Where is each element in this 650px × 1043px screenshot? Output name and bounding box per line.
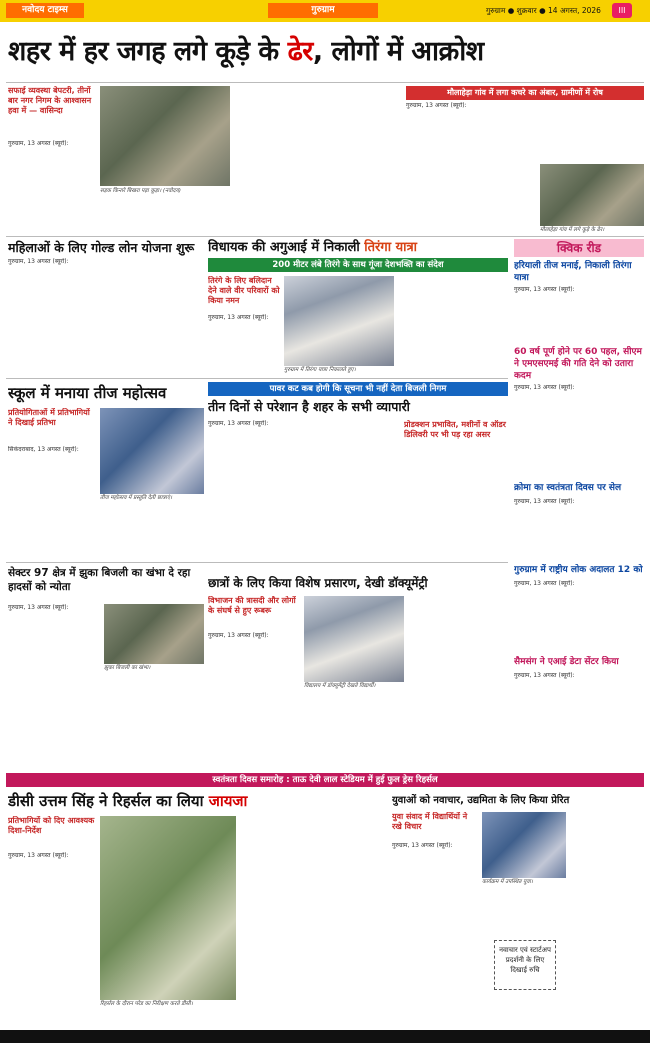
lead-text-col4 — [322, 86, 400, 232]
village-story-text2 — [406, 164, 534, 234]
quick-read-item-headline: गुरुग्राम में राष्ट्रीय लोक अदालत 12 को — [514, 565, 643, 575]
lead-photo — [100, 86, 230, 186]
lead-headline-highlight: ढेर — [287, 36, 313, 67]
quick-read-item-text — [514, 286, 644, 344]
women-story-text2 — [104, 258, 202, 374]
rehearsal-text3 — [314, 816, 386, 1026]
pole-text2 — [104, 674, 204, 764]
lead-headline — [8, 24, 644, 80]
divider — [6, 82, 644, 83]
teej-headline: स्कूल में मनाया तीज महोत्सव — [8, 384, 167, 402]
teej-dateline: सिकंदराबाद, 13 अगस्त (ब्यूरो): — [8, 446, 79, 453]
tiranga-photo-caption: गुरुग्राम में तिरंगा यात्रा निकालते हुए। — [284, 367, 356, 373]
youth-dateline: गुरुग्राम, 13 अगस्त (ब्यूरो): — [392, 842, 453, 849]
quick-read-item-headline: सैमसंग ने एआई डेटा सेंटर किया — [514, 657, 619, 667]
docu-text1 — [208, 632, 300, 764]
divider — [6, 236, 644, 237]
tiranga-text2 — [398, 276, 508, 374]
youth-text2 — [482, 896, 566, 936]
pole-photo — [104, 604, 204, 664]
quick-read-item-headline: 60 वर्ष पूर्ण होने पर 60 पहल, सीएम ने एमएसएमई की गति देने को उतारा कदम — [514, 347, 642, 381]
rehearsal-text2 — [240, 816, 310, 1026]
teej-sub: प्रतियोगिताओं में प्रतिभागियों ने दिखाई प्रतिभा — [8, 408, 90, 427]
rehearsal-sub: प्रतिभागियों को दिए आवश्यक दिशा-निर्देश — [8, 816, 95, 835]
quick-read-item-dateline: गुरुग्राम, 13 अगस्त (ब्यूरो): — [514, 286, 575, 293]
youth-photo — [482, 812, 566, 878]
village-photo — [540, 164, 644, 226]
village-story-text — [406, 102, 644, 162]
village-photo-caption: मौलाहेड़ा गांव में लगे कूड़े के ढेर। — [540, 227, 605, 233]
docu-text3 — [408, 596, 508, 764]
docu-photo — [304, 596, 404, 682]
docu-text2 — [304, 692, 404, 764]
quick-read-item-text — [514, 384, 644, 480]
quick-read-title: क्विक रीड — [514, 239, 644, 257]
youth-sub: युवा संवाद में विद्यार्थियों ने रखे विचार — [392, 812, 468, 831]
tiranga-dateline: गुरुग्राम, 13 अगस्त (ब्यूरो): — [208, 314, 269, 321]
power-bar: पावर कट कब होगी कि सूचना भी नहीं देता बिजली निगम — [208, 382, 508, 396]
quick-read-item-dateline: गुरुग्राम, 13 अगस्त (ब्यूरो): — [514, 580, 575, 587]
youth-headline: युवाओं को नवाचार, उद्यमिता के लिए किया प्रेरित — [392, 795, 570, 806]
lead-text-col1 — [8, 140, 94, 232]
women-story-text1 — [8, 258, 100, 374]
lead-text-col2 — [100, 198, 230, 232]
village-story-bar: मौलाहेड़ा गांव में लगा कचरे का अंबार, ग्रामीणों में रोष — [406, 86, 644, 100]
quick-read-item-text — [514, 498, 644, 562]
quick-read-item-dateline: गुरुग्राम, 13 अगस्त (ब्यूरो): — [514, 384, 575, 391]
rehearsal-photo-caption: रिहर्सल के दौरान परेड का निरीक्षण करते डीसी। — [100, 1001, 193, 1007]
rehearsal-bar: स्वतंत्रता दिवस समारोह : ताऊ देवी लाल स्टेडियम में हुई फुल ड्रेस रिहर्सल — [6, 773, 644, 787]
youth-photo-caption: कार्यक्रम में उपस्थित युवा। — [482, 879, 533, 885]
power-text2 — [304, 420, 398, 558]
pole-photo-caption: झुका बिजली का खंभा। — [104, 665, 151, 671]
docu-headline: छात्रों के लिए किया विशेष प्रसारण, देखी डॉक्यूमेंट्री — [208, 576, 428, 590]
power-text3 — [404, 456, 508, 558]
power-sub: प्रोडक्शन प्रभावित, मशीनों व ऑडर डिलिवरी पर भी पड़ रहा असर — [404, 420, 506, 439]
women-story-headline: महिलाओं के लिए गोल्ड लोन योजना शुरू — [8, 240, 195, 255]
power-dateline: गुरुग्राम, 13 अगस्त (ब्यूरो): — [208, 420, 269, 427]
teej-photo — [100, 408, 204, 494]
rehearsal-photo — [100, 816, 236, 1000]
power-headline: तीन दिनों से परेशान है शहर के सभी व्यापारी — [208, 399, 410, 414]
village-story-dateline: गुरुग्राम, 13 अगस्त (ब्यूरो): — [406, 102, 467, 109]
teej-text1 — [8, 446, 96, 558]
tiranga-text1 — [208, 314, 280, 374]
women-story-dateline: गुरुग्राम, 13 अगस्त (ब्यूरो): — [8, 258, 69, 265]
date-line: गुरुग्राम ● शुक्रवार ● 14 अगस्त, 2026 — [486, 6, 601, 15]
quick-read-item-dateline: गुरुग्राम, 13 अगस्त (ब्यूरो): — [514, 672, 575, 679]
divider — [6, 378, 508, 379]
paper-name: नवोदय टाइम्स — [6, 3, 84, 18]
rehearsal-headline-part1: डीसी उत्तम सिंह ने रिहर्सल का लिया — [8, 792, 209, 810]
lead-headline-part2: , लोगों में आक्रोश — [312, 36, 484, 67]
quick-read-item-text — [514, 580, 644, 654]
docu-sub: विभाजन की त्रासदी और लोगों के संघर्ष से हुए रूबरू — [208, 596, 296, 615]
footer-bar — [0, 1030, 650, 1043]
page-number: III — [612, 3, 632, 18]
pole-headline: सेक्टर 97 क्षेत्र में झुका बिजली का खंभा दे रहा हादसों को न्योता — [8, 567, 191, 593]
teej-text2 — [100, 504, 204, 558]
quick-read-item-headline: हरियाली तीज मनाई, निकाली तिरंगा यात्रा — [514, 261, 632, 283]
rehearsal-text1 — [8, 852, 96, 1026]
lead-photo-caption: सड़क किनारे बिखरा पड़ा कूड़ा। (नवोदय) — [100, 188, 181, 194]
youth-ad-box: नवाचार एवं स्टार्टअप प्रदर्शनी के लिए दिखाई रुचि — [494, 940, 556, 990]
quick-read-item-dateline: गुरुग्राम, 13 अगस्त (ब्यूरो): — [514, 498, 575, 505]
lead-dateline: गुरुग्राम, 13 अगस्त (ब्यूरो): — [8, 140, 69, 147]
quick-read-item-text — [514, 672, 644, 772]
lead-text-col3 — [236, 86, 316, 232]
section-name: गुरुग्राम — [268, 3, 378, 18]
quick-read-item-headline: क्रोमा का स्वतंत्रता दिवस पर सेल — [514, 483, 622, 493]
tiranga-headline-part1: विधायक की अगुआई में निकाली — [208, 240, 365, 255]
tiranga-headline-highlight: तिरंगा यात्रा — [364, 240, 418, 255]
rehearsal-dateline: गुरुग्राम, 13 अगस्त (ब्यूरो): — [8, 852, 69, 859]
youth-text1 — [392, 842, 478, 1026]
power-text1 — [208, 420, 300, 558]
pole-text1 — [8, 604, 100, 764]
pole-dateline: गुरुग्राम, 13 अगस्त (ब्यूरो): — [8, 604, 69, 611]
docu-photo-caption: विद्यालय में डॉक्यूमेंट्री देखते विद्यार्थी। — [304, 683, 376, 689]
lead-headline-part1: शहर में हर जगह लगे कूड़े के — [8, 36, 288, 67]
docu-dateline: गुरुग्राम, 13 अगस्त (ब्यूरो): — [208, 632, 269, 639]
tiranga-headline — [208, 239, 508, 257]
tiranga-photo — [284, 276, 394, 366]
tiranga-sub: तिरंगे के लिए बलिदान देने वाले वीर परिवारों को किया नमन — [208, 276, 280, 305]
divider — [6, 562, 508, 563]
rehearsal-headline-highlight: जायजा — [208, 792, 248, 810]
tiranga-bar: 200 मीटर लंबे तिरंगे के साथ गूंजा देशभक्ति का संदेश — [208, 258, 508, 272]
rehearsal-headline — [8, 790, 388, 812]
teej-photo-caption: तीज महोत्सव में प्रस्तुति देती छात्राएं। — [100, 495, 172, 501]
lead-kicker: सफाई व्यवस्था बेपटरी, तीनों बार नगर निगम के आश्वासन हवा में — वासिन्दा — [8, 86, 92, 115]
youth-text3 — [570, 812, 644, 1026]
